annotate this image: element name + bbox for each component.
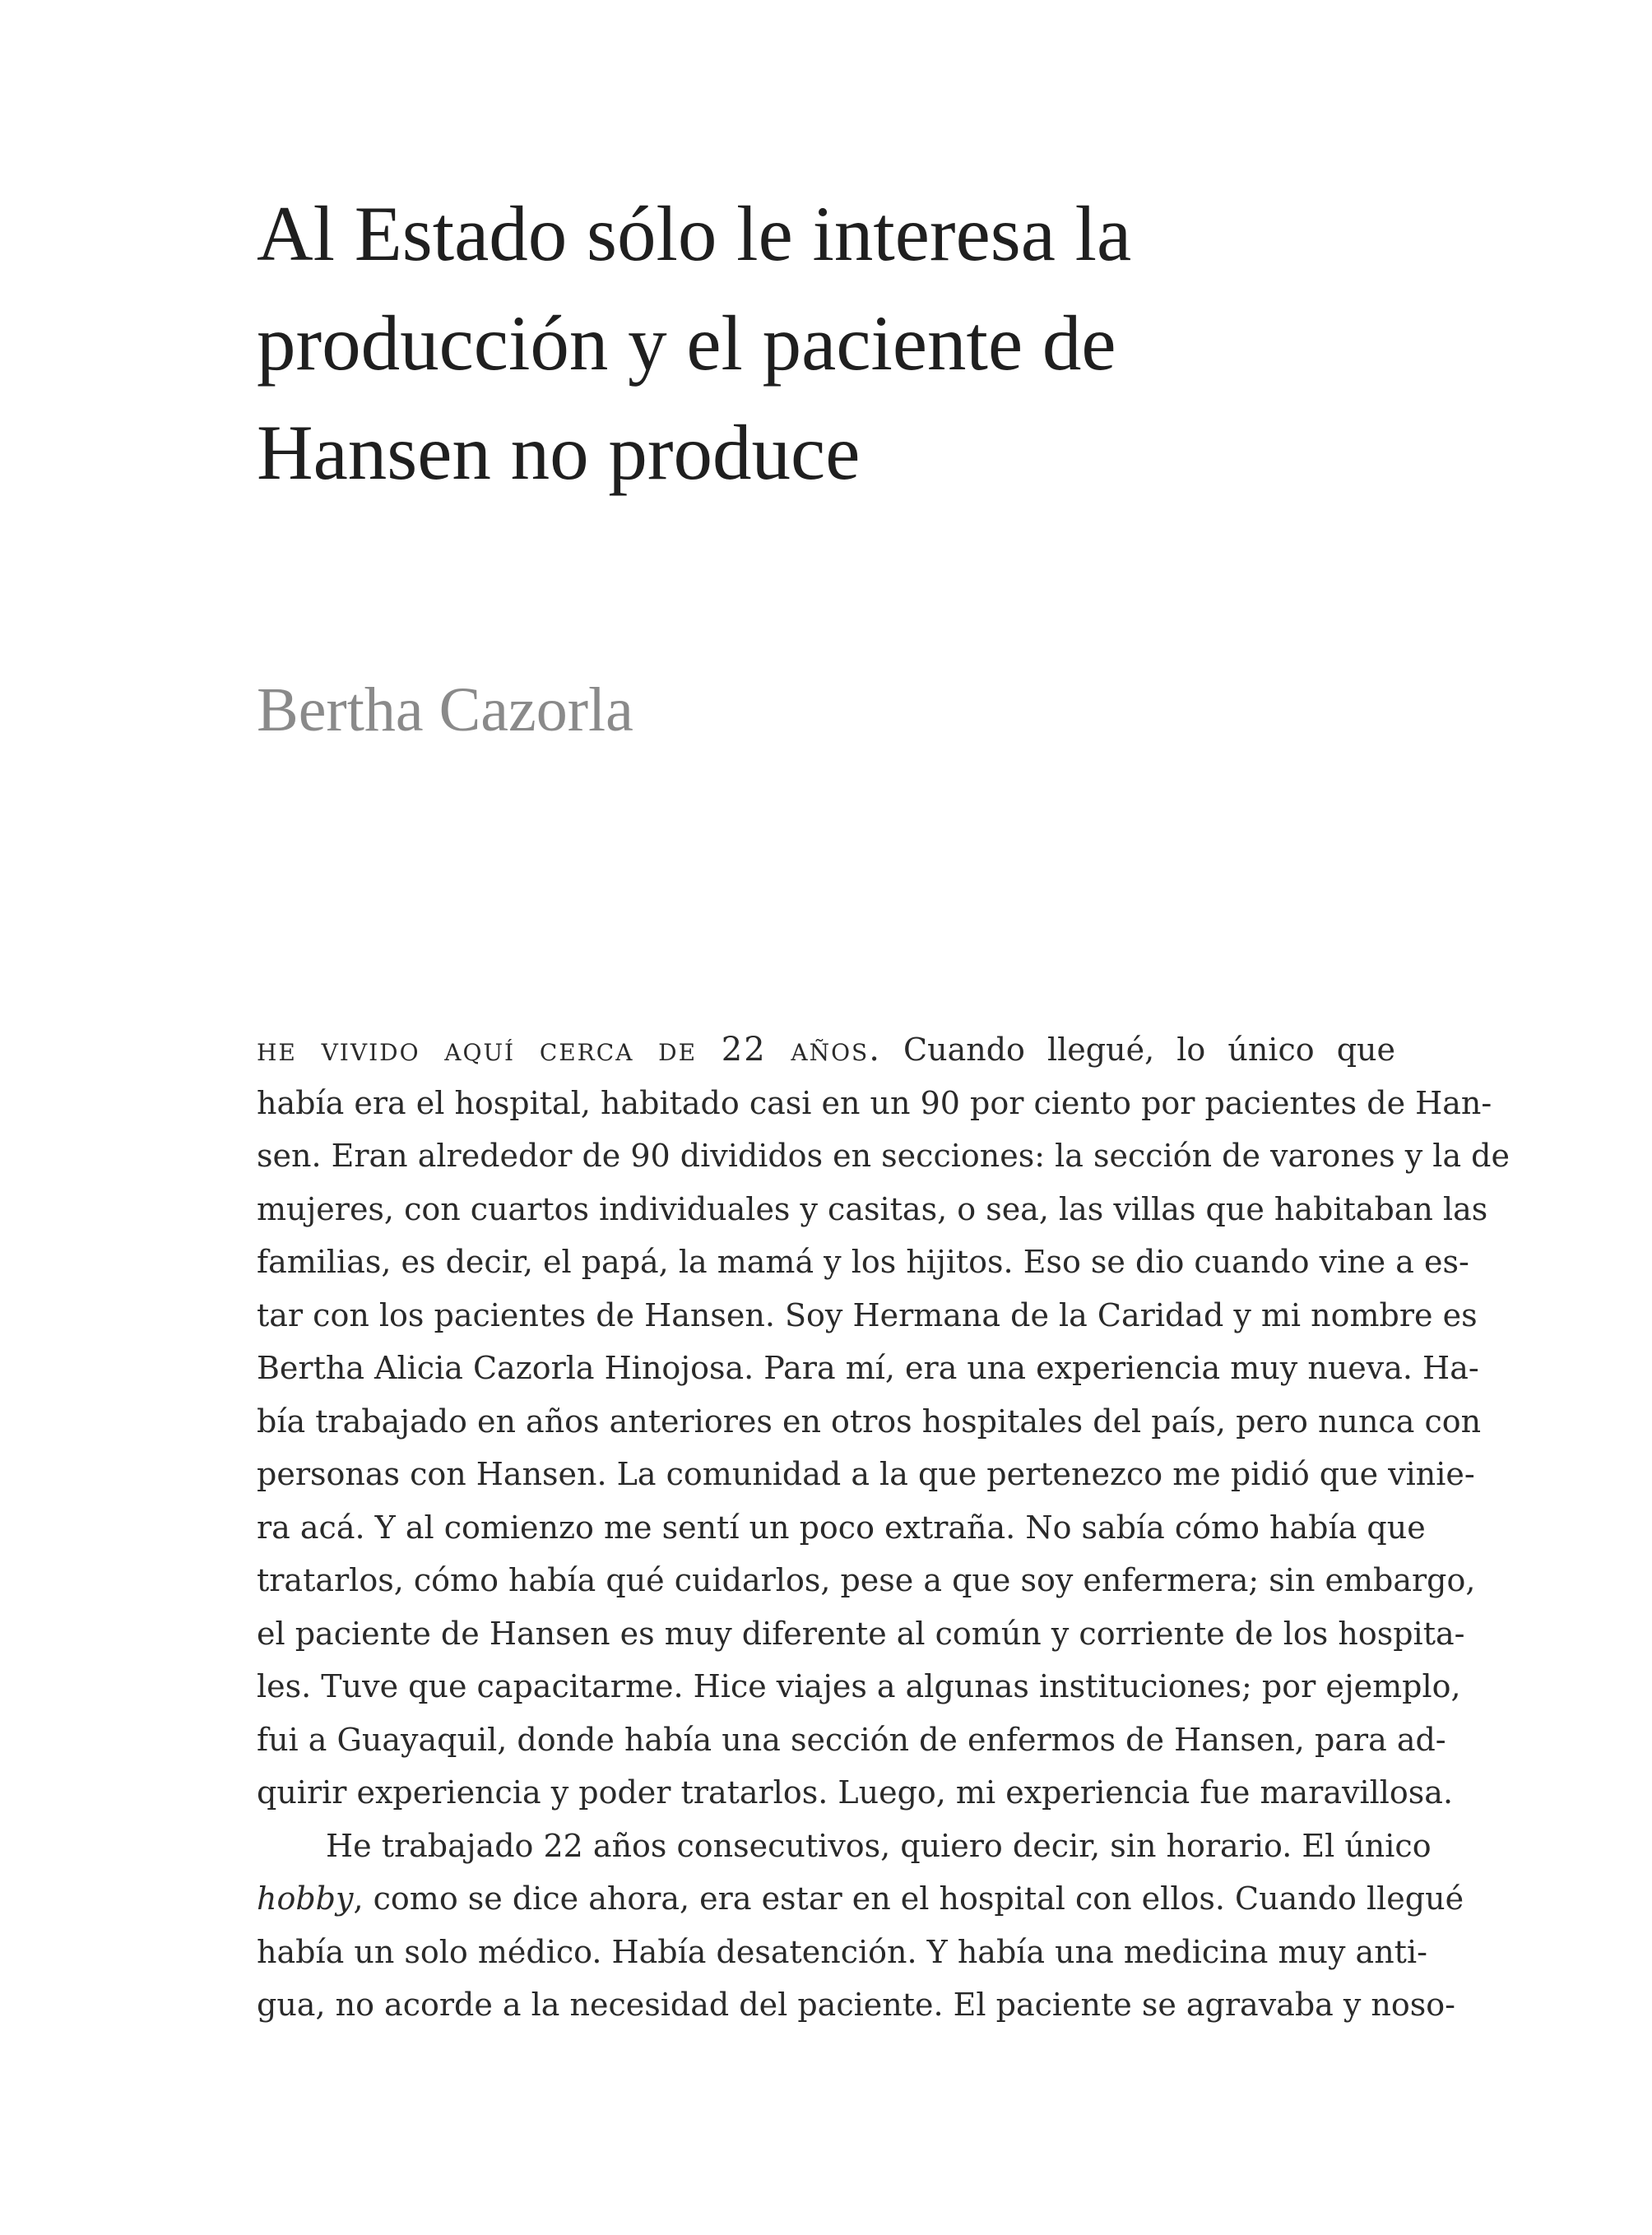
body-line: sen. Eran alrededor de 90 divididos en secciones: la sección de varones y la de [257, 1138, 1510, 1174]
author-name: Bertha Cazorla [257, 675, 633, 744]
chapter-title-line: Hansen no produce [257, 409, 861, 496]
body-line: mujeres, con cuartos individuales y casitas, o sea, las villas que habitaban las [257, 1190, 1488, 1227]
body-line: Bertha Alicia Cazorla Hinojosa. Para mí, era una experiencia muy nueva. Ha- [257, 1350, 1479, 1386]
chapter-title-line: Al Estado sólo le interesa la [257, 190, 1132, 277]
body-line: familias, es decir, el papá, la mamá y los hijitos. Eso se dio cuando vine a es- [257, 1244, 1469, 1280]
body-text [257, 1023, 1510, 2032]
body-line: había un solo médico. Había desatención. Y había una medicina muy anti- [257, 1933, 1427, 1970]
body-line [257, 1023, 1395, 1077]
body-line-text: , como se dice ahora, era estar en el hospital con ellos. Cuando llegué [353, 1880, 1464, 1917]
body-line [257, 1872, 1464, 1926]
italic-word: hobby [257, 1880, 354, 1917]
body-line: el paciente de Hansen es muy diferente al común y corriente de los hospita- [257, 1615, 1465, 1652]
body-line: ra acá. Y al comienzo me sentí un poco extraña. No sabía cómo había que [257, 1509, 1426, 1546]
opening-smallcaps: he vivido aquí cerca de 22 años. [257, 1031, 881, 1069]
body-line: bía trabajado en años anteriores en otros hospitales del país, pero nunca con [257, 1403, 1482, 1440]
body-line: había era el hospital, habitado casi en un 90 por ciento por pacientes de Han- [257, 1084, 1492, 1121]
body-line: les. Tuve que capacitarme. Hice viajes a algunas instituciones; por ejemplo, [257, 1668, 1461, 1704]
body-line-text: Cuando llegué, lo único que [880, 1032, 1395, 1068]
body-line: quirir experiencia y poder tratarlos. Luego, mi experiencia fue maravillosa. [257, 1774, 1454, 1811]
body-line: fui a Guayaquil, donde había una sección de enfermos de Hansen, para ad- [257, 1721, 1446, 1758]
body-line: He trabajado 22 años consecutivos, quiero decir, sin horario. El único [326, 1827, 1432, 1864]
chapter-title-line: producción y el paciente de [257, 299, 1116, 387]
chapter-title [257, 179, 1458, 508]
body-line: personas con Hansen. La comunidad a la que pertenezco me pidió que vinie- [257, 1456, 1475, 1492]
body-line: tratarlos, cómo había qué cuidarlos, pese a que soy enfermera; sin embargo, [257, 1562, 1476, 1598]
body-line: tar con los pacientes de Hansen. Soy Hermana de la Caridad y mi nombre es [257, 1296, 1478, 1333]
body-line: gua, no acorde a la necesidad del paciente. El paciente se agravaba y noso- [257, 1987, 1456, 2023]
